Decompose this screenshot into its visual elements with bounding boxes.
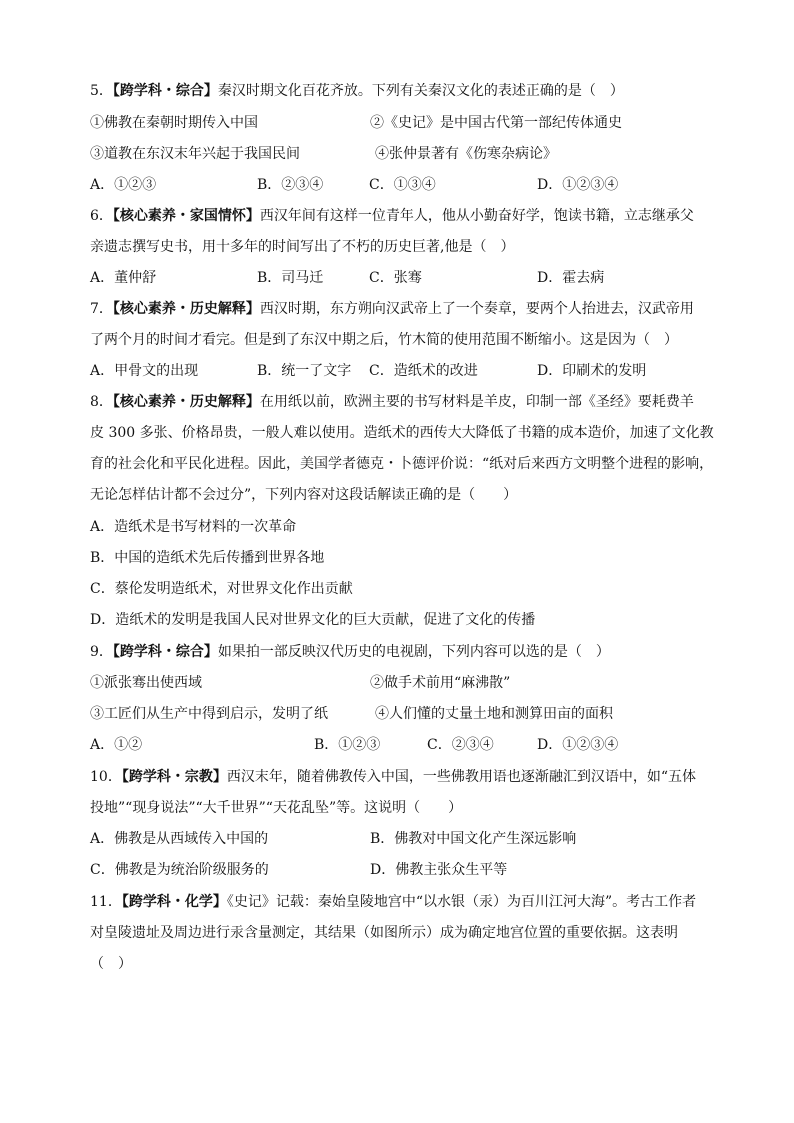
q9-item-2: ②做手术前用“麻沸散” — [370, 675, 511, 691]
q5-option-a[interactable]: A．①②③ — [90, 177, 157, 193]
q11-stem-line-2 — [90, 922, 720, 944]
q6-option-a[interactable]: A．董仲舒 — [90, 270, 157, 286]
q10-option-c[interactable]: C．佛教是为统治阶级服务的 — [90, 862, 269, 878]
q10-number: 10． — [90, 769, 122, 785]
q11-number: 11． — [90, 894, 122, 910]
q9-item-1: ①派张骞出使西域 — [90, 675, 202, 691]
q8-tag: 【核心素养・历史解释】 — [112, 394, 260, 410]
q9-stem-text-1: 如果拍一部反映汉代历史的电视剧，下列内容可以选的是（ ） — [217, 644, 610, 660]
q9-items-row-2 — [90, 703, 720, 725]
q9-item-4: ④人们懂的丈量土地和测算田亩的面积 — [375, 706, 613, 722]
q8-option-c-row — [90, 578, 720, 600]
q5-options-row — [90, 174, 720, 196]
q10-option-d[interactable]: D．佛教主张众生平等 — [370, 862, 508, 878]
q7-option-c[interactable]: C．造纸术的改进 — [369, 363, 478, 379]
q9-number: 9． — [90, 644, 113, 660]
q10-options-row-2 — [90, 859, 720, 881]
q9-tag: 【跨学科・综合】 — [112, 644, 218, 660]
q9-option-c[interactable]: C．②③④ — [427, 737, 494, 753]
q11-stem-text-1: 《史记》记载：秦始皇陵地宫中“以水银（汞）为百川江河大海”。考古工作者 — [226, 894, 697, 910]
q8-option-d-row — [90, 609, 720, 631]
q9-options-row — [90, 734, 720, 756]
q9-option-a[interactable]: A．①② — [90, 737, 143, 753]
q9-option-d[interactable]: D．①②③④ — [537, 737, 619, 753]
q5-option-b[interactable]: B．②③④ — [257, 177, 324, 193]
q7-stem-text-1: 西汉时期，东方朔向汉武帝上了一个奏章，要两个人抬进去，汉武帝用 — [259, 301, 694, 317]
q5-item-3: ③道教在东汉末年兴起于我国民间 — [90, 146, 300, 162]
q5-item-4: ④张仲景著有《伤寒杂病论》 — [375, 146, 557, 162]
q5-option-d[interactable]: D．①②③④ — [537, 177, 619, 193]
q5-stem-text-1: 秦汉时期文化百花齐放。下列有关秦汉文化的表述正确的是（ ） — [217, 83, 624, 99]
q10-option-b[interactable]: B．佛教对中国文化产生深远影响 — [370, 831, 577, 847]
q10-options-row-1 — [90, 828, 720, 850]
q7-number: 7． — [90, 301, 113, 317]
q5-number: 5． — [90, 83, 113, 99]
q8-number: 8． — [90, 394, 113, 410]
q8-option-d[interactable]: D．造纸术的发明是我国人民对世界文化的巨大贡献，促进了文化的传播 — [90, 612, 536, 628]
q7-option-d[interactable]: D．印刷术的发明 — [537, 363, 647, 379]
q5-stem-line-1 — [90, 80, 720, 102]
q6-options-row — [90, 267, 720, 289]
q5-items-row-1 — [90, 112, 720, 134]
q9-items-row-1 — [90, 672, 720, 694]
q5-option-c[interactable]: C．①③④ — [369, 177, 436, 193]
q11-tag: 【跨学科・化学】 — [121, 894, 227, 910]
q5-item-2: ②《史记》是中国古代第一部纪传体通史 — [370, 115, 622, 131]
q5-tag: 【跨学科・综合】 — [112, 83, 218, 99]
q7-option-b[interactable]: B．统一了文字 — [257, 363, 352, 379]
q8-stem-text-1: 在用纸以前，欧洲主要的书写材料是羊皮，印制一部《圣经》要耗费羊 — [259, 394, 694, 410]
q8-stem-text-3: 育的社会化和平民化进程。因此，美国学者德克・卜德评价说：“纸对后来西方文明整个进程的影响， — [90, 456, 714, 472]
q8-option-c[interactable]: C．蔡伦发明造纸术，对世界文化作出贡献 — [90, 581, 353, 597]
q6-number: 6． — [90, 208, 113, 224]
q6-option-b[interactable]: B．司马迁 — [257, 270, 324, 286]
q10-tag: 【跨学科・宗教】 — [121, 769, 227, 785]
q8-option-b[interactable]: B．中国的造纸术先后传播到世界各地 — [90, 550, 325, 566]
q8-option-a[interactable]: A．造纸术是书写材料的一次革命 — [90, 519, 297, 535]
q10-stem-text-1: 西汉末年，随着佛教传入中国，一些佛教用语也逐渐融汇到汉语中，如“五体 — [226, 769, 696, 785]
q6-stem-line-1 — [90, 205, 720, 227]
q11-stem-text-2: 对皇陵遗址及周边进行汞含量测定，其结果（如图所示）成为确定地宫位置的重要依据。这表明 — [90, 925, 678, 941]
q6-option-c[interactable]: C．张骞 — [369, 270, 422, 286]
q9-stem-line-1 — [90, 641, 720, 663]
q8-stem-line-1 — [90, 391, 720, 413]
q8-stem-line-2 — [90, 422, 720, 444]
q7-option-a[interactable]: A．甲骨文的出现 — [90, 363, 199, 379]
q5-items-row-2 — [90, 143, 720, 165]
q6-stem-text-1: 西汉年间有这样一位青年人，他从小勤奋好学，饱读书籍，立志继承父 — [259, 208, 694, 224]
q8-option-a-row — [90, 516, 720, 538]
q7-stem-line-2 — [90, 329, 720, 351]
q6-stem-line-2 — [90, 236, 720, 258]
q11-stem-line-3 — [90, 953, 720, 975]
q10-stem-line-2 — [90, 797, 720, 819]
q9-option-b[interactable]: B．①②③ — [314, 737, 381, 753]
q8-stem-line-4 — [90, 484, 720, 506]
q10-stem-line-1 — [90, 766, 720, 788]
q5-item-1: ①佛教在秦朝时期传入中国 — [90, 115, 258, 131]
q7-stem-line-1 — [90, 298, 720, 320]
q7-options-row — [90, 360, 720, 382]
q11-stem-line-1 — [90, 891, 720, 913]
q8-option-b-row — [90, 547, 720, 569]
q6-stem-text-2: 亲遗志撰写史书，用十多年的时间写出了不朽的历史巨著,他是（ ） — [90, 239, 515, 255]
q10-stem-text-2: 投地”“现身说法”“大千世界”“天花乱坠”等。这说明（ ） — [90, 800, 463, 816]
q6-option-d[interactable]: D．霍去病 — [537, 270, 605, 286]
q9-item-3: ③工匠们从生产中得到启示，发明了纸 — [90, 706, 328, 722]
q6-tag: 【核心素养・家国情怀】 — [112, 208, 260, 224]
q8-stem-line-3 — [90, 453, 720, 475]
q11-stem-text-3: （ ） — [90, 956, 132, 972]
q10-option-a[interactable]: A．佛教是从西域传入中国的 — [90, 831, 269, 847]
q8-stem-text-2: 皮 300 多张、价格昂贵，一般人难以使用。造纸术的西传大大降低了书籍的成本造价，加速了文化教 — [90, 425, 714, 441]
q7-tag: 【核心素养・历史解释】 — [112, 301, 260, 317]
q8-stem-text-4: 无论怎样估计都不会过分”，下列内容对这段话解读正确的是（ ） — [90, 487, 518, 503]
q7-stem-text-2: 了两个月的时间才看完。但是到了东汉中期之后，竹木简的使用范围不断缩小。这是因为（ ） — [90, 332, 678, 348]
